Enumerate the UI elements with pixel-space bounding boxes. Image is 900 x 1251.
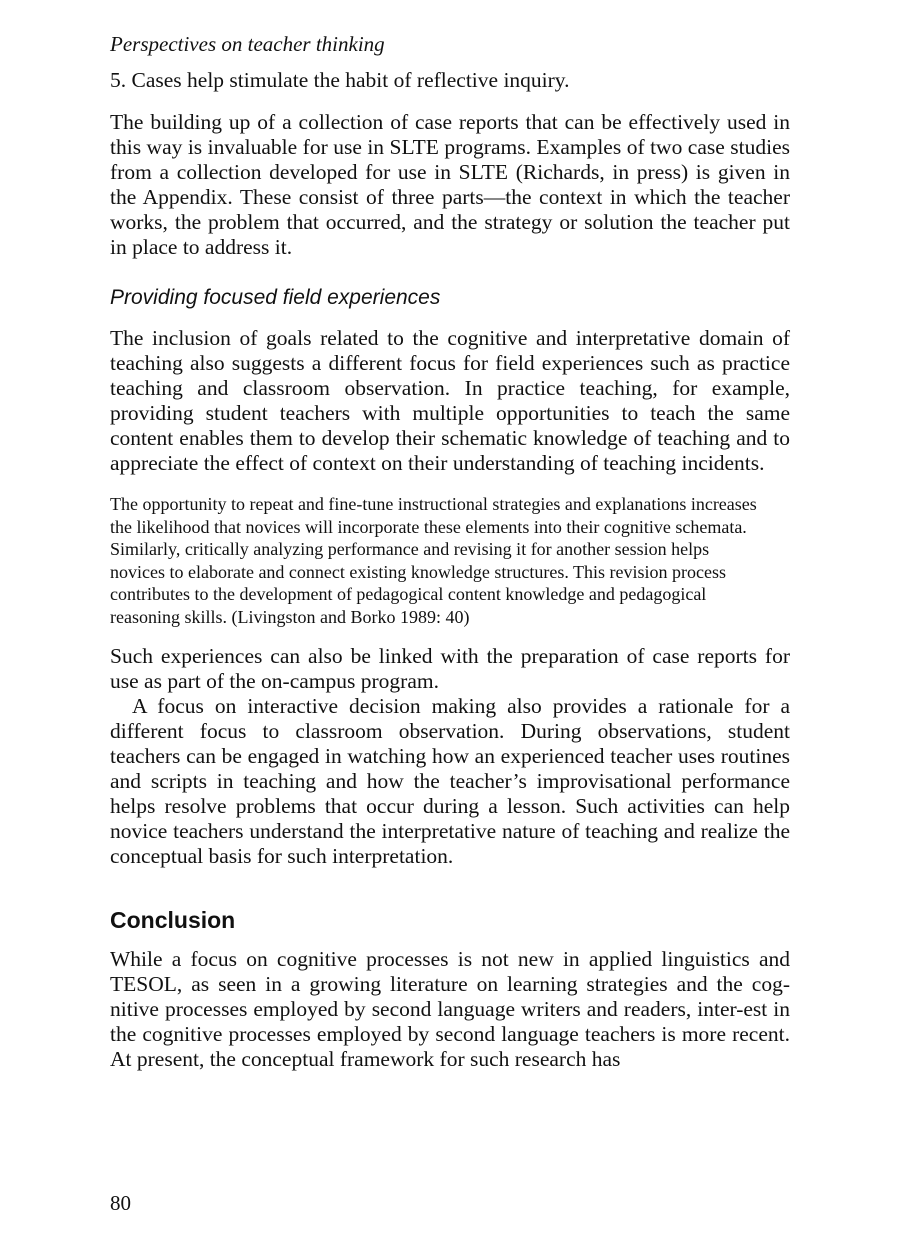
paragraph-case-reports: The building up of a collection of case reports that can be effectively used in this way is invaluable for use in SLTE programs. Examples of two case studies from a collection developed for use in SLTE (Richards, in press) is given in the Appendix. These consist of three parts—the context in which the teacher works, the problem that occurred, and the strategy or solution the teacher put in place to address it. (110, 110, 790, 259)
page-number: 80 (110, 1191, 131, 1215)
paragraph-field-experiences: The inclusion of goals related to the cognitive and interpretative domain of teaching also suggests a different focus for field experiences such as practice teaching and classroom observation. In practice teaching, for example, providing student teachers with multiple opportunities to teach the same content enables them to develop their schematic knowledge of teaching and to appreciate the effect of context on their understanding of teaching incidents. (110, 326, 790, 475)
block-quote-text: The opportunity to repeat and fine-tune instructional strategies and explanations increases the likelihood that novices will incorporate these elements into their cognitive schemata. Similarly, critically analyzing performance and revising it for another session helps novices to elaborate and connect existing knowledge structures. This revision process contributes to the development of pedagogical content knowledge and pedagogical reasoning skills. (Livingston and Borko 1989: 40) (110, 494, 757, 627)
block-quote (110, 493, 760, 628)
page-body (110, 30, 790, 1072)
list-item-5: 5. Cases help stimulate the habit of reflective inquiry. (110, 68, 570, 92)
paragraph-classroom-observation: A focus on interactive decision making also provides a rationale for a different focus to classroom observation. During observations, student teachers can be engaged in watching how an experienced teacher uses routines and scripts in teaching and how the teacher’s improvisational performance helps resolve problems that occur during a lesson. Such activities can help novice teachers understand the interpretative nature of teaching and realize the conceptual basis for such interpretation. (110, 694, 790, 868)
running-head: Perspectives on teacher thinking (110, 32, 385, 56)
paragraph-linked-case-reports: Such experiences can also be linked with the preparation of case reports for use as part of the on-campus program. (110, 644, 790, 693)
subheading-field-experiences: Providing focused field experiences (110, 286, 441, 309)
paragraph-conclusion: While a focus on cognitive processes is not new in applied linguistics and TESOL, as seen in a growing literature on learning strategies and the cog-nitive processes employed by second language writers and readers, inter-est in the cognitive processes employed by second language teachers is more recent. At present, the conceptual framework for such research has (110, 947, 790, 1071)
section-heading-conclusion: Conclusion (110, 907, 236, 933)
